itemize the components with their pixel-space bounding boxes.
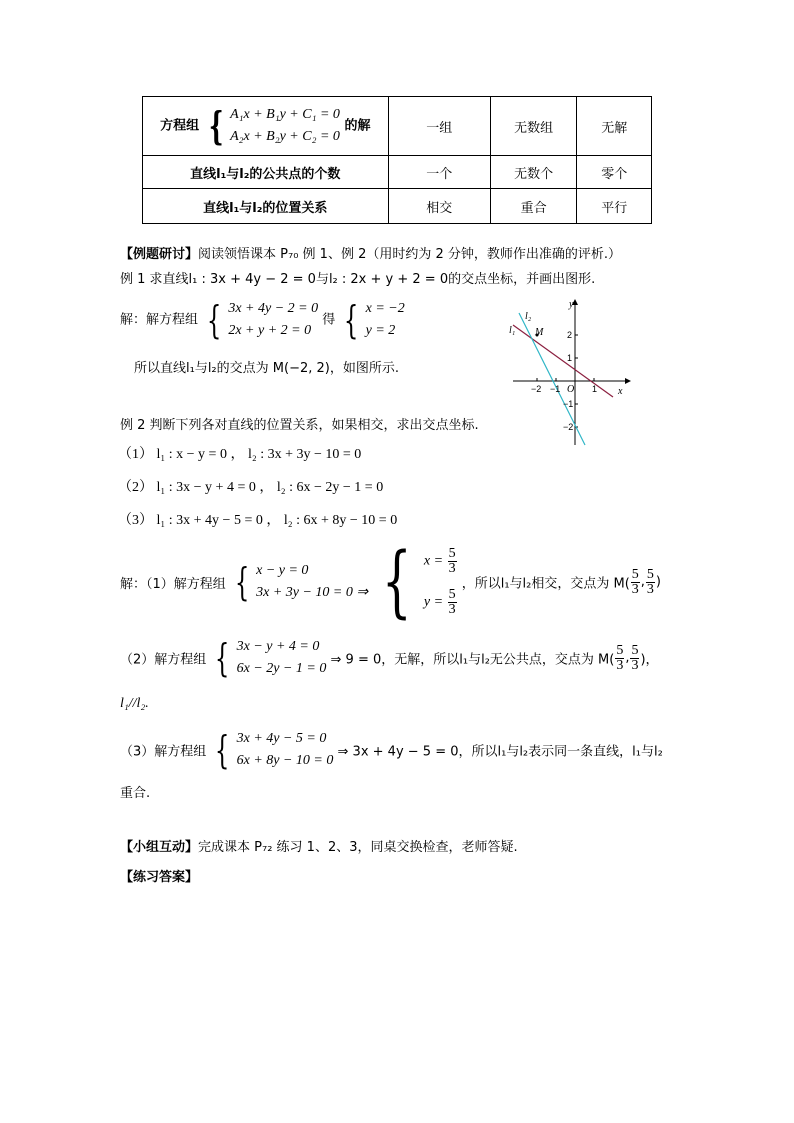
fraction: [448, 547, 457, 576]
solution-2: [120, 636, 659, 680]
example1-system: [202, 298, 318, 342]
solution2-line2: l₁//l₂.: [120, 696, 149, 711]
row1-label: [143, 97, 389, 156]
frac-den: 3: [616, 657, 624, 673]
frac-num: 5: [646, 566, 654, 582]
solution-1: [120, 537, 661, 627]
example2-prompt: 例 2 判断下列各对直线的位置关系，如果相交，求出交点坐标.: [120, 418, 479, 433]
solution1-eq2: 3x + 3y − 10 = 0 ⇒: [256, 585, 369, 600]
frac-num: 5: [631, 566, 639, 582]
frac-num: 5: [631, 642, 639, 658]
line-l1: [513, 325, 613, 397]
section-group-interaction: [120, 836, 518, 855]
tick-label-y-1: 1: [567, 353, 573, 363]
section1-text: 阅读领悟课本 P₇₀ 例 1、例 2（用时约为 2 分钟，教师作出准确的评析.）: [198, 247, 622, 262]
section2-title: 【小组互动】: [120, 840, 199, 855]
solution1-x: x =: [423, 553, 444, 569]
solution1-comma: ,: [640, 574, 645, 590]
example1-res1: x = −2: [365, 301, 405, 316]
brace-icon: {: [206, 298, 222, 342]
intersection-graph: [505, 295, 635, 450]
solution1-prefix: 解：（1）解方程组: [120, 576, 226, 592]
fraction: [448, 588, 457, 617]
example2-item-3: （3） l₁ : 3x + 4y − 5 = 0 ， l₂ : 6x + 8y − 10 = 0: [118, 513, 398, 528]
relation-table: [142, 96, 652, 224]
solution2-end: )，: [640, 652, 659, 668]
section1-title: 【例题研讨】: [120, 247, 199, 262]
row1-prefix: 方程组: [160, 118, 200, 134]
solution2-prefix: （2）解方程组: [120, 652, 207, 668]
row2-label: 直线l₁与l₂的公共点的个数: [143, 156, 389, 189]
row2-cell-1: 一个: [388, 156, 490, 189]
brace-icon: {: [215, 636, 230, 680]
solution2-suffix: ⇒ 9 = 0，无解，所以l₁与l₂无公共点，交点为 M(: [330, 652, 615, 668]
brace-icon: {: [382, 537, 412, 627]
row3-cell-3: 平行: [577, 189, 652, 224]
tick-label-y-neg2: −2: [563, 422, 574, 432]
x-axis-arrow-icon: [625, 378, 631, 384]
solution1-suffix: ，所以l₁与l₂相交，交点为 M(: [461, 576, 630, 592]
example1-eq2: 2x + y + 2 = 0: [228, 323, 312, 338]
solution1-eq1: x − y = 0: [256, 563, 309, 578]
brace-icon: {: [234, 560, 250, 604]
row1-cell-2: 无数组: [490, 97, 576, 156]
y-label: y: [569, 299, 574, 310]
example2-item-1: （1） l₁ : x − y = 0 ， l₂ : 3x + 3y − 10 = 0: [118, 447, 362, 462]
solution-3: [120, 728, 663, 772]
solution1-y: y =: [423, 594, 444, 610]
solution2-eq2: 6x − 2y − 1 = 0: [236, 661, 327, 676]
tick-label-y-2: 2: [567, 330, 573, 340]
row3-cell-2: 重合: [490, 189, 576, 224]
solution3-prefix: （3）解方程组: [120, 744, 207, 760]
m-label: M: [535, 327, 544, 338]
origin-label: O: [567, 384, 575, 395]
row1-eq2: A₂x + B₂y + C₂ = 0: [230, 129, 340, 144]
row3-label: 直线l₁与l₂的位置关系: [143, 189, 389, 224]
example1-eq1: 3x + 4y − 2 = 0: [228, 301, 319, 316]
row1-eq1: A₁x + B₁y + C₁ = 0: [230, 107, 340, 122]
example1-de: 得: [322, 312, 336, 328]
tick-label-x-1: 1: [592, 384, 598, 394]
solution3-eq1: 3x + 4y − 5 = 0: [236, 731, 327, 746]
row2-cell-2: 无数个: [490, 156, 576, 189]
example1-solution: [120, 298, 405, 342]
x-label: x: [618, 386, 623, 397]
solution3-system: [210, 728, 333, 772]
solution3-eq2: 6x + 8y − 10 = 0: [236, 753, 334, 768]
frac-num: 5: [448, 546, 456, 561]
row1-system: [204, 104, 340, 148]
fraction: [630, 644, 639, 673]
solution1-close: ): [655, 574, 661, 590]
frac-num: 5: [616, 642, 624, 658]
solution3-line2: 重合.: [120, 786, 151, 801]
section2-text: 完成课本 P₇₂ 练习 1、2、3，同桌交换检查，老师答疑.: [198, 840, 518, 855]
frac-den: 3: [631, 581, 639, 597]
solution1-system: [230, 560, 368, 604]
row1-suffix: 的解: [344, 118, 371, 134]
fraction: [631, 568, 640, 597]
fraction: [615, 644, 624, 673]
frac-den: 3: [448, 602, 456, 617]
example1-res2: y = 2: [365, 323, 396, 338]
solution3-suffix: ⇒ 3x + 4y − 5 = 0，所以l₁与l₂表示同一条直线，l₁与l₂: [337, 744, 663, 760]
frac-num: 5: [448, 587, 456, 602]
l2-label: l₂: [525, 311, 532, 322]
l1-label: l₁: [509, 325, 516, 336]
solution2-system: [210, 636, 326, 680]
row1-cell-3: 无解: [577, 97, 652, 156]
tick-label-y-neg1: −1: [563, 399, 574, 409]
frac-den: 3: [448, 561, 456, 576]
solution2-comma: ,: [625, 650, 630, 666]
example1-solve-prefix: 解：解方程组: [120, 312, 199, 328]
brace-icon: {: [344, 298, 359, 342]
example2-item-2: （2） l₁ : 3x − y + 4 = 0 ， l₂ : 6x − 2y − 1 = 0: [118, 480, 384, 495]
solution2-eq1: 3x − y + 4 = 0: [236, 639, 320, 654]
frac-den: 3: [646, 581, 654, 597]
example1-prompt: 例 1 求直线l₁ : 3x + 4y − 2 = 0与l₂ : 2x + y + 2 = 0的交点坐标，并画出图形.: [120, 272, 596, 287]
section3-title: 【练习答案】: [120, 870, 199, 885]
row3-cell-1: 相交: [388, 189, 490, 224]
tick-label-x-neg2: −2: [531, 384, 542, 394]
tick-label-x-neg1: −1: [550, 384, 561, 394]
brace-icon: {: [208, 103, 224, 148]
row2-cell-3: 零个: [577, 156, 652, 189]
example1-result: [339, 298, 404, 342]
section-example-study: [120, 243, 621, 262]
brace-icon: {: [215, 728, 230, 772]
solution1-result: [372, 537, 457, 627]
frac-den: 3: [631, 657, 639, 673]
fraction: [646, 568, 655, 597]
row1-cell-1: 一组: [388, 97, 490, 156]
example1-conclusion: 所以直线l₁与l₂的交点为 M(−2, 2)，如图所示.: [134, 361, 399, 376]
